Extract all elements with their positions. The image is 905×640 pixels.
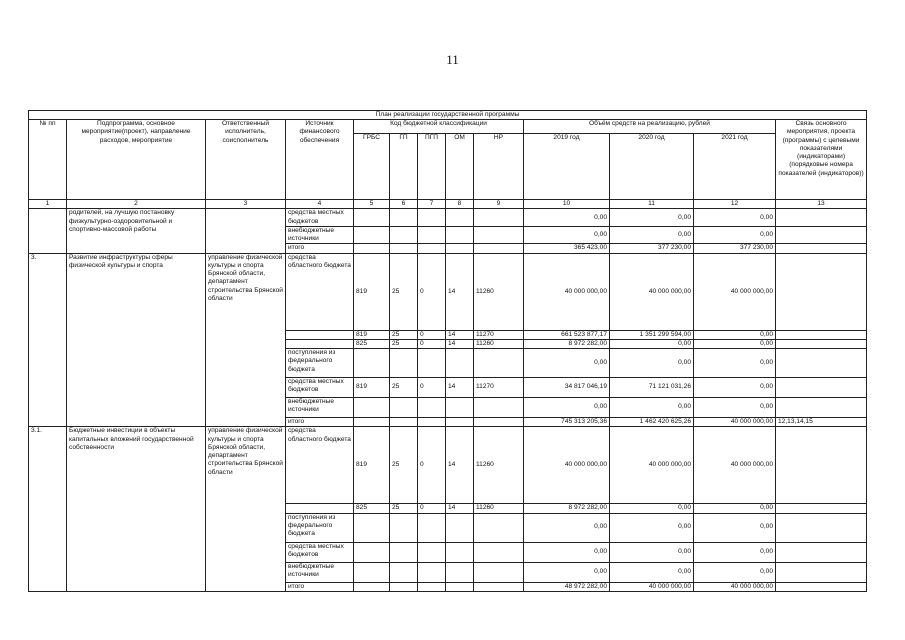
amount-2019: 0,00 bbox=[524, 226, 610, 243]
code-nr bbox=[474, 418, 524, 427]
amount-2021: 40 000 000,00 bbox=[694, 418, 776, 427]
indicator-link bbox=[776, 244, 867, 253]
funding-source: средства местных бюджетов bbox=[286, 378, 354, 398]
amount-2020: 377 230,00 bbox=[610, 244, 694, 253]
amount-2021: 0,00 bbox=[694, 378, 776, 398]
code-gp bbox=[390, 562, 418, 582]
code-om: 14 bbox=[446, 253, 474, 330]
amount-2021: 0,00 bbox=[694, 226, 776, 243]
code-pgp: 0 bbox=[418, 504, 446, 513]
amount-2019: 0,00 bbox=[524, 542, 610, 562]
col-number: 12 bbox=[694, 200, 776, 209]
code-gp: 25 bbox=[390, 427, 418, 504]
col-header-num: № пп bbox=[29, 120, 67, 200]
code-om bbox=[446, 562, 474, 582]
table-row bbox=[29, 253, 867, 330]
amount-2021: 377 230,00 bbox=[694, 244, 776, 253]
code-gp: 25 bbox=[390, 330, 418, 339]
amount-2021: 40 000 000,00 bbox=[694, 582, 776, 591]
code-pgp: 0 bbox=[418, 339, 446, 348]
code-grbs bbox=[354, 209, 390, 226]
amount-2020: 1 351 299 594,00 bbox=[610, 330, 694, 339]
indicator-link bbox=[776, 226, 867, 243]
code-gp bbox=[390, 418, 418, 427]
row-number: 3. bbox=[29, 253, 67, 427]
funding-source bbox=[286, 330, 354, 339]
code-nr: 11260 bbox=[474, 504, 524, 513]
code-nr: 11260 bbox=[474, 339, 524, 348]
col-number: 11 bbox=[610, 200, 694, 209]
amount-2021: 40 000 000,00 bbox=[694, 253, 776, 330]
code-gp bbox=[390, 349, 418, 378]
col-header-om: ОМ bbox=[446, 134, 474, 200]
code-om bbox=[446, 542, 474, 562]
amount-2020: 0,00 bbox=[610, 504, 694, 513]
col-number: 4 bbox=[286, 200, 354, 209]
activity-name: Бюджетные инвестиции в объекты капитальных вложений государственной собственности bbox=[67, 427, 206, 591]
code-grbs bbox=[354, 513, 390, 542]
code-pgp bbox=[418, 582, 446, 591]
code-grbs: 825 bbox=[354, 504, 390, 513]
code-gp bbox=[390, 226, 418, 243]
amount-2019: 40 000 000,00 bbox=[524, 427, 610, 504]
col-number: 5 bbox=[354, 200, 390, 209]
code-grbs bbox=[354, 562, 390, 582]
code-nr bbox=[474, 209, 524, 226]
amount-2020: 0,00 bbox=[610, 226, 694, 243]
amount-2020: 71 121 031,26 bbox=[610, 378, 694, 398]
code-grbs bbox=[354, 542, 390, 562]
col-number: 7 bbox=[418, 200, 446, 209]
code-nr bbox=[474, 562, 524, 582]
amount-2019: 0,00 bbox=[524, 209, 610, 226]
amount-2021: 0,00 bbox=[694, 504, 776, 513]
code-gp: 25 bbox=[390, 378, 418, 398]
amount-2021: 0,00 bbox=[694, 562, 776, 582]
col-header-2020: 2020 год bbox=[610, 134, 694, 200]
code-gp: 25 bbox=[390, 504, 418, 513]
funding-source: средства областного бюджета bbox=[286, 253, 354, 330]
indicator-link bbox=[776, 330, 867, 339]
amount-2020: 0,00 bbox=[610, 513, 694, 542]
code-gp bbox=[390, 582, 418, 591]
code-pgp bbox=[418, 542, 446, 562]
col-number: 3 bbox=[206, 200, 286, 209]
amount-2020: 0,00 bbox=[610, 339, 694, 348]
amount-2020: 0,00 bbox=[610, 398, 694, 418]
funding-source: средства местных бюджетов bbox=[286, 542, 354, 562]
funding-source: поступления из федерального бюджета bbox=[286, 513, 354, 542]
col-header-grbs: ГРБС bbox=[354, 134, 390, 200]
col-header-responsible: Ответственный исполнитель, соисполнитель bbox=[206, 120, 286, 200]
table-row bbox=[29, 209, 867, 226]
col-number: 2 bbox=[67, 200, 206, 209]
code-grbs: 819 bbox=[354, 253, 390, 330]
amount-2019: 0,00 bbox=[524, 349, 610, 378]
indicator-link bbox=[776, 542, 867, 562]
col-header-2019: 2019 год bbox=[524, 134, 610, 200]
amount-2020: 40 000 000,00 bbox=[610, 253, 694, 330]
code-gp bbox=[390, 542, 418, 562]
code-grbs bbox=[354, 582, 390, 591]
col-number: 9 bbox=[474, 200, 524, 209]
funding-source: внебюджетные источники bbox=[286, 398, 354, 418]
amount-2020: 0,00 bbox=[610, 562, 694, 582]
col-header-pgp: ПГП bbox=[418, 134, 446, 200]
plan-title: План реализации государственной программы bbox=[29, 111, 867, 120]
amount-2021: 0,00 bbox=[694, 339, 776, 348]
program-plan-table bbox=[28, 110, 867, 592]
code-om: 14 bbox=[446, 427, 474, 504]
col-header-sources: Источник финансового обеспечения bbox=[286, 120, 354, 200]
amount-2019: 661 523 877,17 bbox=[524, 330, 610, 339]
column-numbers-row bbox=[29, 200, 867, 209]
funding-source bbox=[286, 504, 354, 513]
amount-2020: 40 000 000,00 bbox=[610, 582, 694, 591]
col-header-budget-code: Код бюджетной классификации bbox=[354, 120, 524, 134]
funding-source: средства областного бюджета bbox=[286, 427, 354, 504]
table-row bbox=[29, 427, 867, 504]
col-number: 13 bbox=[776, 200, 867, 209]
code-grbs bbox=[354, 244, 390, 253]
code-om bbox=[446, 209, 474, 226]
amount-2019: 8 972 282,00 bbox=[524, 339, 610, 348]
code-om bbox=[446, 244, 474, 253]
amount-2021: 40 000 000,00 bbox=[694, 427, 776, 504]
col-header-nr: НР bbox=[474, 134, 524, 200]
col-header-volume: Объём средств на реализацию, рублей bbox=[524, 120, 776, 134]
code-nr bbox=[474, 244, 524, 253]
code-grbs bbox=[354, 349, 390, 378]
code-pgp bbox=[418, 513, 446, 542]
code-nr: 11260 bbox=[474, 253, 524, 330]
code-nr bbox=[474, 349, 524, 378]
code-nr bbox=[474, 513, 524, 542]
code-pgp: 0 bbox=[418, 330, 446, 339]
code-gp bbox=[390, 513, 418, 542]
amount-2019: 365 423,00 bbox=[524, 244, 610, 253]
amount-2021: 0,00 bbox=[694, 542, 776, 562]
code-nr bbox=[474, 398, 524, 418]
amount-2020: 40 000 000,00 bbox=[610, 427, 694, 504]
funding-source: внебюджетные источники bbox=[286, 226, 354, 243]
indicator-link bbox=[776, 253, 867, 330]
code-om bbox=[446, 418, 474, 427]
responsible-executor bbox=[206, 209, 286, 253]
code-pgp: 0 bbox=[418, 378, 446, 398]
amount-2019: 0,00 bbox=[524, 513, 610, 542]
code-om: 14 bbox=[446, 330, 474, 339]
col-number: 1 bbox=[29, 200, 67, 209]
funding-source bbox=[286, 339, 354, 348]
col-number: 10 bbox=[524, 200, 610, 209]
amount-2019: 8 972 282,00 bbox=[524, 504, 610, 513]
code-pgp bbox=[418, 209, 446, 226]
amount-2019: 0,00 bbox=[524, 562, 610, 582]
col-number: 8 bbox=[446, 200, 474, 209]
code-grbs: 819 bbox=[354, 427, 390, 504]
code-pgp bbox=[418, 398, 446, 418]
amount-2019: 34 817 046,19 bbox=[524, 378, 610, 398]
code-om bbox=[446, 513, 474, 542]
row-number: 3.1. bbox=[29, 427, 67, 591]
indicator-link bbox=[776, 562, 867, 582]
funding-source: внебюджетные источники bbox=[286, 562, 354, 582]
code-grbs: 819 bbox=[354, 378, 390, 398]
col-header-gp: ГП bbox=[390, 134, 418, 200]
funding-source: средства местных бюджетов bbox=[286, 209, 354, 226]
col-header-subprogram: Подпрограмма, основное мероприятие(проект), направление расходов, мероприятие bbox=[67, 120, 206, 200]
code-om bbox=[446, 349, 474, 378]
code-nr: 11270 bbox=[474, 330, 524, 339]
code-grbs bbox=[354, 418, 390, 427]
indicator-link bbox=[776, 349, 867, 378]
col-number: 6 bbox=[390, 200, 418, 209]
code-om bbox=[446, 582, 474, 591]
indicator-link: 12,13,14,15 bbox=[776, 418, 867, 427]
code-om bbox=[446, 398, 474, 418]
code-om bbox=[446, 226, 474, 243]
code-nr bbox=[474, 582, 524, 591]
code-grbs: 825 bbox=[354, 339, 390, 348]
code-nr bbox=[474, 226, 524, 243]
indicator-link bbox=[776, 504, 867, 513]
code-pgp bbox=[418, 562, 446, 582]
code-grbs bbox=[354, 226, 390, 243]
activity-name: родителей, на лучшую постановку физкультурно-оздоровительной и спортивно-массовой работы bbox=[67, 209, 206, 253]
indicator-link bbox=[776, 513, 867, 542]
amount-2020: 1 462 420 625,26 bbox=[610, 418, 694, 427]
code-gp: 25 bbox=[390, 339, 418, 348]
amount-2019: 0,00 bbox=[524, 398, 610, 418]
indicator-link bbox=[776, 339, 867, 348]
amount-2019: 745 313 205,36 bbox=[524, 418, 610, 427]
amount-2020: 0,00 bbox=[610, 209, 694, 226]
funding-source: итого bbox=[286, 418, 354, 427]
code-grbs bbox=[354, 398, 390, 418]
code-pgp bbox=[418, 244, 446, 253]
code-pgp: 0 bbox=[418, 427, 446, 504]
code-gp: 25 bbox=[390, 253, 418, 330]
amount-2019: 48 972 282,00 bbox=[524, 582, 610, 591]
code-nr: 11270 bbox=[474, 378, 524, 398]
col-header-link: Связь основного мероприятия, проекта (программы) с целевыми показателями (индикаторами) (порядковые номера показателей (индикаторов)) bbox=[776, 120, 867, 200]
funding-source: итого bbox=[286, 244, 354, 253]
amount-2021: 0,00 bbox=[694, 513, 776, 542]
code-grbs: 819 bbox=[354, 330, 390, 339]
code-pgp bbox=[418, 418, 446, 427]
amount-2020: 0,00 bbox=[610, 349, 694, 378]
code-nr bbox=[474, 542, 524, 562]
responsible-executor: управление физической культуры и спорта Брянской области, департамент строительства Брянской области bbox=[206, 427, 286, 591]
code-gp bbox=[390, 244, 418, 253]
indicator-link bbox=[776, 582, 867, 591]
amount-2019: 40 000 000,00 bbox=[524, 253, 610, 330]
code-pgp: 0 bbox=[418, 253, 446, 330]
page-number: 11 bbox=[446, 52, 459, 67]
code-om: 14 bbox=[446, 504, 474, 513]
amount-2021: 0,00 bbox=[694, 209, 776, 226]
row-number bbox=[29, 209, 67, 253]
code-om: 14 bbox=[446, 378, 474, 398]
code-pgp bbox=[418, 226, 446, 243]
amount-2021: 0,00 bbox=[694, 330, 776, 339]
indicator-link bbox=[776, 398, 867, 418]
code-nr: 11260 bbox=[474, 427, 524, 504]
col-header-2021: 2021 год bbox=[694, 134, 776, 200]
indicator-link bbox=[776, 209, 867, 226]
responsible-executor: управление физической культуры и спорта Брянской области, департамент строительства Брянской области bbox=[206, 253, 286, 427]
code-pgp bbox=[418, 349, 446, 378]
funding-source: поступления из федерального бюджета bbox=[286, 349, 354, 378]
funding-source: итого bbox=[286, 582, 354, 591]
code-om: 14 bbox=[446, 339, 474, 348]
amount-2021: 0,00 bbox=[694, 349, 776, 378]
code-gp bbox=[390, 209, 418, 226]
amount-2020: 0,00 bbox=[610, 542, 694, 562]
activity-name: Развитие инфраструктуры сферы физической культуры и спорта bbox=[67, 253, 206, 427]
code-gp bbox=[390, 398, 418, 418]
amount-2021: 0,00 bbox=[694, 398, 776, 418]
indicator-link bbox=[776, 427, 867, 504]
indicator-link bbox=[776, 378, 867, 398]
